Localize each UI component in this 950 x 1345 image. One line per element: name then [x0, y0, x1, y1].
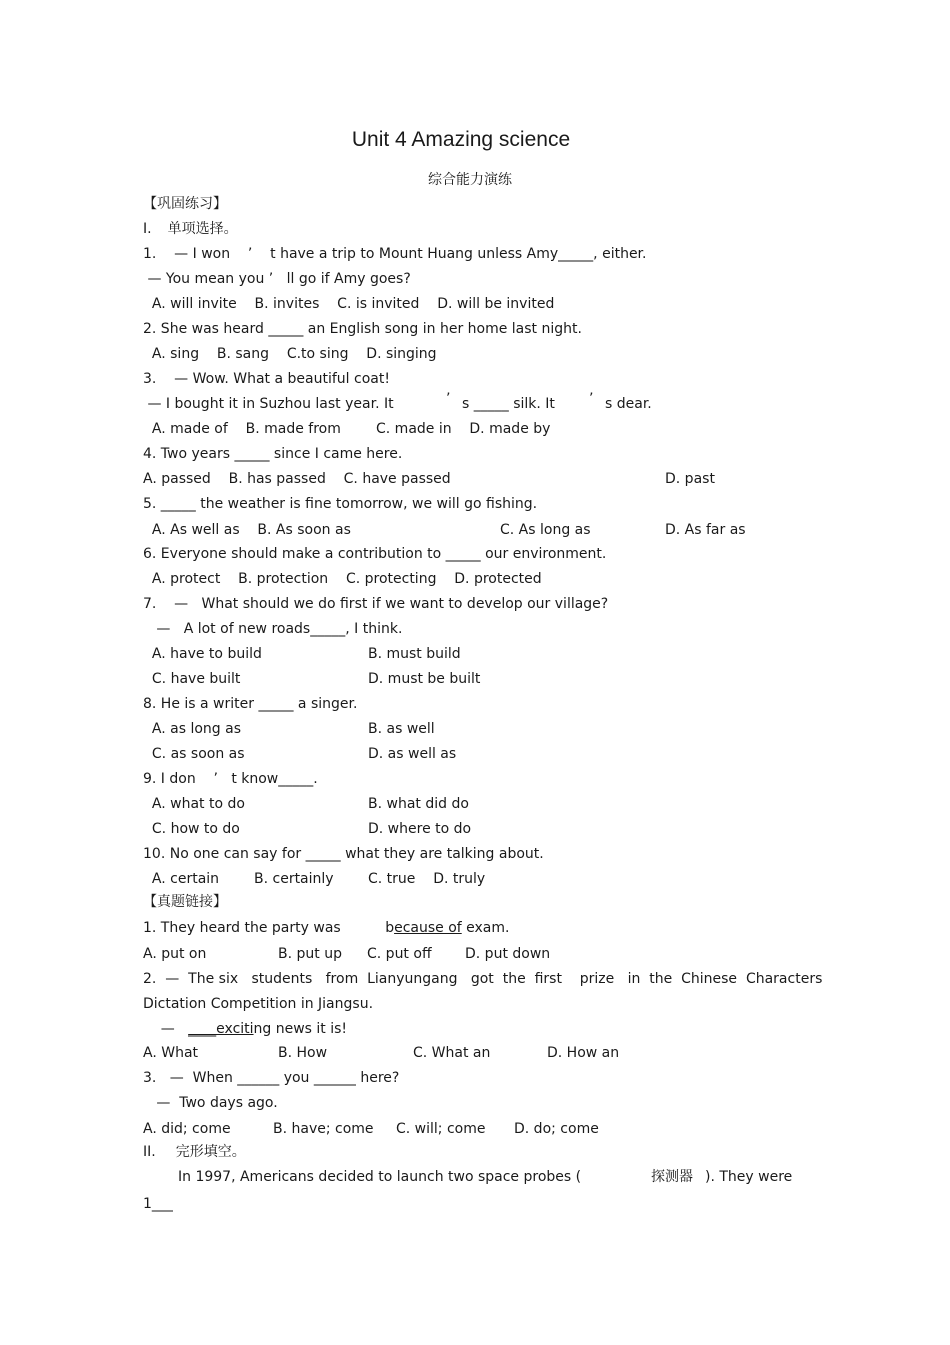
q8-option-b: B. as well: [368, 721, 435, 737]
r3-option-d: D. do; come: [514, 1121, 599, 1137]
r1-option-b: B. put up: [278, 946, 342, 962]
r1-stem-part3: exam.: [461, 920, 510, 936]
r1-stem-part1: 1. They heard the party was b: [143, 920, 395, 936]
q5-stem: 5. _____ the weather is fine tomorrow, we will go fishing.: [143, 496, 538, 512]
r2-reply: [143, 1020, 347, 1038]
q9-option-c: C. how to do: [143, 821, 240, 837]
q5-option-c: C. As long as: [500, 522, 591, 538]
q7-stem: 7. — What should we do first if we want to develop our village?: [143, 596, 609, 612]
q7-option-c: C. have built: [143, 671, 241, 687]
q3-apostrophe-1: ’: [446, 391, 451, 407]
part2-heading: [143, 1143, 246, 1161]
r2-reply-rest: ng news it is!: [253, 1021, 348, 1037]
section-heading-practice: 【巩固练习】: [143, 196, 227, 212]
q3-reply-part2: s _____ silk. It: [462, 396, 555, 412]
r2-reply-underlined: ____exciti: [188, 1021, 254, 1037]
q7-option-a: A. have to build: [143, 646, 262, 662]
part2-label: 完形填空。: [175, 1144, 246, 1160]
q1-options: A. will invite B. invites C. is invited D. will be invited: [143, 296, 555, 312]
page-title: Unit 4 Amazing science: [351, 128, 571, 151]
q2-stem: 2. She was heard _____ an English song in her home last night.: [143, 321, 582, 337]
r3-option-b: B. have; come: [273, 1121, 374, 1137]
r2-stem: 2. — The six students from Lianyungang got the first prize in the Chinese Characters: [143, 971, 823, 987]
r2-reply-dash: —: [143, 1021, 189, 1037]
q3-stem: 3. — Wow. What a beautiful coat!: [143, 371, 390, 387]
passage-line1-part3: ). They were: [705, 1169, 793, 1185]
q9-stem: 9. I don ’ t know_____.: [143, 771, 318, 787]
part1-heading: [143, 220, 238, 238]
q4-options-abc: A. passed B. has passed C. have passed: [143, 471, 451, 487]
q8-option-d: D. as well as: [368, 746, 457, 762]
q3-options-cd: C. made in D. made by: [376, 421, 551, 437]
passage-line1-part1: In 1997, Americans decided to launch two space probes (: [178, 1169, 582, 1185]
part1-number: I.: [143, 221, 152, 237]
q8-option-a: A. as long as: [143, 721, 241, 737]
q3-options-ab: A. made of B. made from: [143, 421, 341, 437]
q1-reply: — You mean you ’ ll go if Amy goes?: [143, 271, 411, 287]
r1-stem-underlined: ecause of: [394, 920, 462, 936]
q4-option-d: D. past: [665, 471, 715, 487]
q5-option-d: D. As far as: [665, 522, 746, 538]
section-heading-real-exam: 【真题链接】: [143, 894, 227, 910]
r2-option-b: B. How: [278, 1045, 328, 1061]
q6-stem: 6. Everyone should make a contribution to _____ our environment.: [143, 546, 607, 562]
q9-option-a: A. what to do: [143, 796, 245, 812]
part2-number: II.: [143, 1144, 156, 1160]
r2-option-a: A. What: [143, 1045, 199, 1061]
r2-option-d: D. How an: [547, 1045, 620, 1061]
q1-stem: 1. — I won ’ t have a trip to Mount Huang unless Amy_____, either.: [143, 246, 647, 262]
q10-option-b: B. certainly: [254, 871, 334, 887]
part1-label: 单项选择。: [167, 221, 238, 237]
q8-stem: 8. He is a writer _____ a singer.: [143, 696, 358, 712]
r2-stem-cont: Dictation Competition in Jiangsu.: [143, 996, 374, 1012]
q4-stem: 4. Two years _____ since I came here.: [143, 446, 403, 462]
r1-option-a: A. put on: [143, 946, 207, 962]
r1-option-c: C. put off: [367, 946, 432, 962]
r3-stem: 3. — When ______ you ______ here?: [143, 1070, 400, 1086]
q6-options: A. protect B. protection C. protecting D. protected: [143, 571, 542, 587]
q5-options-ab: A. As well as B. As soon as: [143, 522, 351, 538]
r2-option-c: C. What an: [413, 1045, 491, 1061]
r3-option-c: C. will; come: [396, 1121, 486, 1137]
q9-option-b: B. what did do: [368, 796, 469, 812]
q7-option-d: D. must be built: [368, 671, 481, 687]
q3-reply-part1: — I bought it in Suzhou last year. It: [143, 396, 394, 412]
r3-option-a: A. did; come: [143, 1121, 231, 1137]
passage-line1-part2: 探测器: [651, 1169, 693, 1185]
passage-blank-1: 1___: [143, 1196, 173, 1212]
q10-option-a: A. certain: [143, 871, 220, 887]
r1-stem: [143, 919, 509, 937]
q10-stem: 10. No one can say for _____ what they are talking about.: [143, 846, 544, 862]
q3-reply-part3: s dear.: [605, 396, 652, 412]
q2-options: A. sing B. sang C.to sing D. singing: [143, 346, 437, 362]
q3-apostrophe-2: ’: [589, 391, 594, 407]
q10-options-cd: C. true D. truly: [368, 871, 486, 887]
q7-option-b: B. must build: [368, 646, 461, 662]
r3-reply: — Two days ago.: [143, 1095, 278, 1111]
page-subtitle: 综合能力演练: [428, 172, 512, 188]
r1-option-d: D. put down: [465, 946, 551, 962]
q7-reply: — A lot of new roads_____, I think.: [143, 621, 403, 637]
q8-option-c: C. as soon as: [143, 746, 245, 762]
q9-option-d: D. where to do: [368, 821, 472, 837]
